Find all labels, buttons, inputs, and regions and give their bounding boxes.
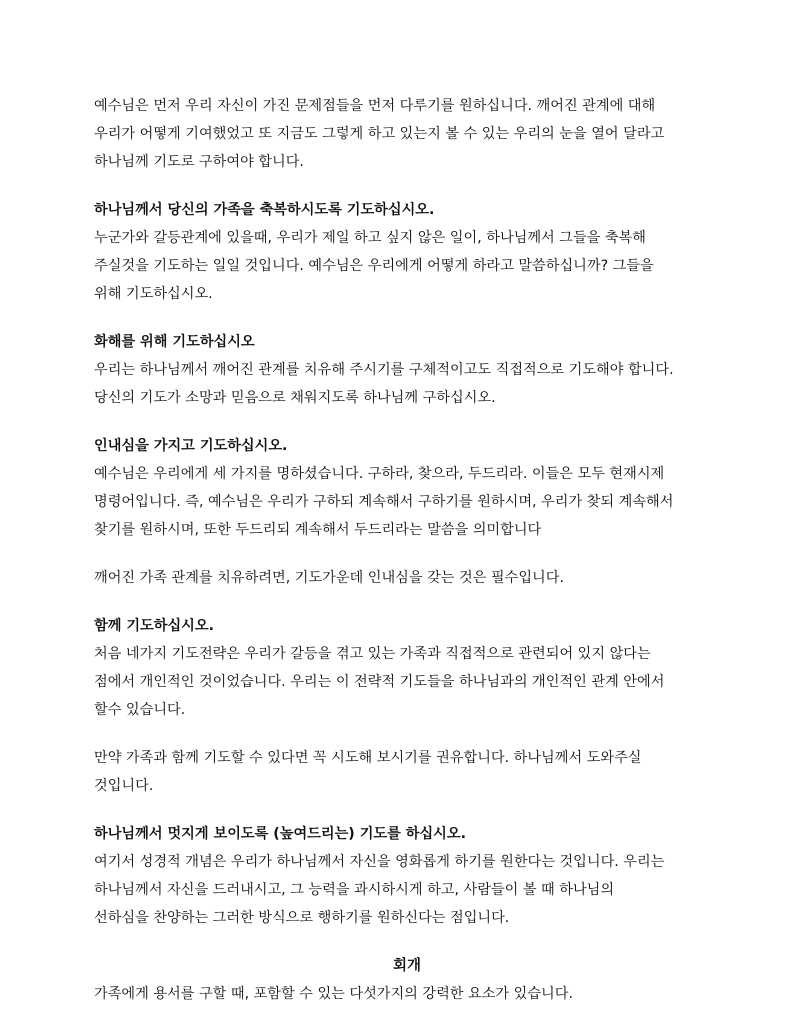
text-line: 할수 있습니다. [94, 702, 186, 718]
text-line: 당신의 기도가 소망과 믿음으로 채워지도록 하나님께 구하십시오. [94, 390, 496, 406]
paragraph-repentance [94, 980, 720, 1008]
paragraph-intro [94, 92, 720, 176]
paragraph-patience-extra [94, 564, 720, 592]
text-line: 위해 기도하십시오. [94, 286, 213, 302]
text-line: 하나님께서 자신을 드러내시고, 그 능력을 과시하시게 하고, 사람들이 볼 때 하나님의 [94, 882, 615, 898]
text-line: 깨어진 가족 관계를 치유하려면, 기도가운데 인내심을 갖는 것은 필수입니다. [94, 570, 564, 586]
section-heading-repentance: 회개 [392, 958, 421, 974]
section-heading-patience: 인내심을 가지고 기도하십시오. [94, 438, 288, 454]
text-line: 것입니다. [94, 778, 154, 794]
paragraph-pray-together [94, 640, 720, 724]
text-line: 처음 네가지 기도전략은 우리가 갈등을 겪고 있는 가족과 직접적으로 관련되어 있지 않다는 [94, 646, 651, 662]
section-heading-glorify-god: 하나님께서 멋지게 보이도록 (높여드리는) 기도를 하십시오. [94, 826, 466, 842]
text-line: 하나님께 기도로 구하여야 합니다. [94, 154, 304, 170]
text-line: 여기서 성경적 개념은 우리가 하나님께서 자신을 영화롭게 하기를 원한다는 것입니다. 우리는 [94, 854, 665, 870]
paragraph-patience [94, 460, 720, 544]
spacer [94, 308, 720, 328]
text-line: 가족에게 용서를 구할 때, 포함할 수 있는 다섯가지의 강력한 요소가 있습니다. [94, 986, 573, 1002]
spacer [94, 176, 720, 196]
text-line: 선하심을 찬양하는 그러한 방식으로 행하기를 원하신다는 점입니다. [94, 910, 510, 926]
section-heading-bless-family: 하나님께서 당신의 가족을 축복하시도록 기도하십시오. [94, 202, 435, 218]
text-line: 우리는 하나님께서 깨어진 관계를 치유해 주시기를 구체적이고도 직접적으로 기도해야 합니다. [94, 362, 674, 378]
text-line: 우리가 어떻게 기여했었고 또 지금도 그렇게 하고 있는지 볼 수 있는 우리의 눈을 열어 달라고 [94, 126, 665, 142]
text-line: 만약 가족과 함께 기도할 수 있다면 꼭 시도해 보시기를 권유합니다. 하나님께서 도와주실 [94, 750, 642, 766]
paragraph-glorify-god [94, 848, 720, 932]
spacer [94, 932, 720, 952]
section-heading-reconciliation: 화해를 위해 기도하십시오 [94, 334, 255, 350]
spacer [94, 800, 720, 820]
text-line: 점에서 개인적인 것이었습니다. 우리는 이 전략적 기도들을 하나님과의 개인적인 관계 안에서 [94, 674, 665, 690]
section-heading-pray-together: 함께 기도하십시오. [94, 618, 214, 634]
spacer [94, 412, 720, 432]
text-line: 찾기를 원하시며, 또한 두드리되 계속해서 두드리라는 말씀을 의미합니다 [94, 522, 542, 538]
text-line: 예수님은 우리에게 세 가지를 명하셨습니다. 구하라, 찾으라, 두드리라. 이들은 모두 현재시제 [94, 466, 665, 482]
text-line: 누군가와 갈등관계에 있을때, 우리가 제일 하고 싶지 않은 일이, 하나님께서 그들을 축복해 [94, 230, 647, 246]
paragraph-reconciliation [94, 356, 720, 412]
spacer [94, 724, 720, 744]
text-line: 예수님은 먼저 우리 자신이 가진 문제점들을 먼저 다루기를 원하십니다. 깨어진 관계에 대해 [94, 98, 656, 114]
paragraph-bless-family [94, 224, 720, 308]
spacer [94, 592, 720, 612]
spacer [94, 544, 720, 564]
text-line: 주실것을 기도하는 일일 것입니다. 예수님은 우리에게 어떻게 하라고 말씀하십니까? 그들을 [94, 258, 654, 274]
paragraph-pray-together-extra [94, 744, 720, 800]
text-line: 명령어입니다. 즉, 예수님은 우리가 구하되 계속해서 구하기를 원하시며, 우리가 찾되 계속해서 [94, 494, 674, 510]
